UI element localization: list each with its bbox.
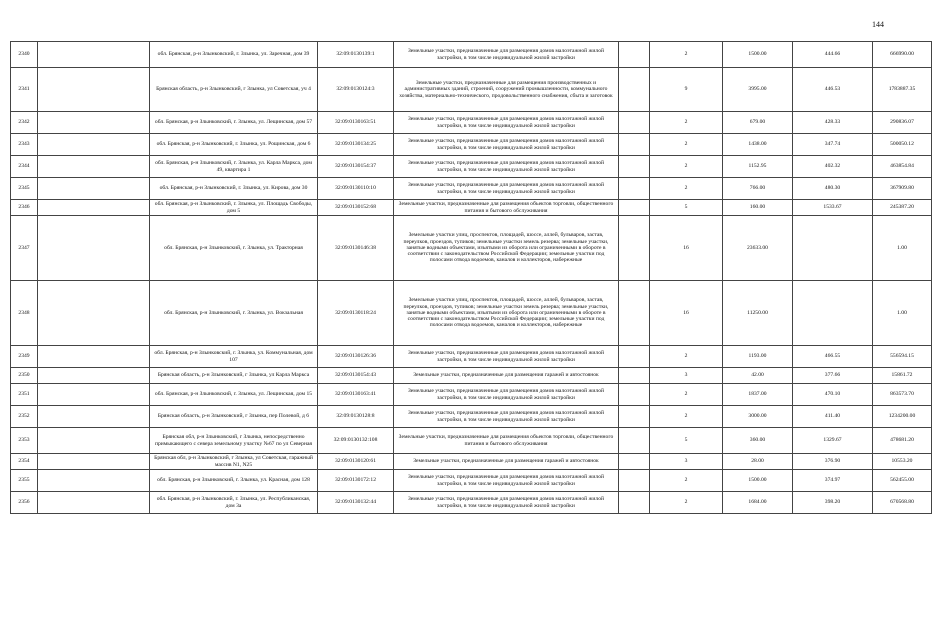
area-cell: 1500.00 [723,42,793,68]
specific-value-cell: 411.40 [793,406,873,428]
cadastral-value-cell: 666990.00 [873,42,932,68]
use-group-cell: 2 [650,112,723,134]
specific-value-cell: 1533.67 [793,200,873,216]
area-cell: 1193.00 [723,346,793,368]
table-row [11,368,932,384]
land-use-cell: Земельные участки, предназначенные для размещения объектов торговли, общественного питания и бытового обслуживания [394,428,619,454]
use-group-cell: 5 [650,200,723,216]
specific-value-cell: 347.74 [793,134,873,156]
use-group-cell: 2 [650,470,723,492]
specific-value-cell: 466.55 [793,346,873,368]
cadastral-number-cell: 32:09:0130132:108 [318,428,394,454]
address-cell: обл. Брянская, р-н Злынковский, г. Злынка, ул. Рощинская, дом 6 [150,134,318,156]
spacer-cell [38,112,150,134]
table-row [11,346,932,368]
record-number-cell: 2352 [11,406,38,428]
area-cell: 28.00 [723,454,793,470]
record-number-cell: 2351 [11,384,38,406]
cadastral-number-cell: 32:09:0130120:61 [318,454,394,470]
land-use-cell: Земельные участки, предназначенные для размещения объектов торговли, общественного питания и бытового обслуживания [394,200,619,216]
land-use-cell: Земельные участки улиц, проспектов, площадей, шоссе, аллей, бульваров, застав, переулков, проездов, тупиков; земельные участки земель резерва; земельные участки, занятые водными объектами, изъятыми из оборота или ограниченными в обороте в соответствии с законодательством Российской Федерации; земельные участки под полосами отвода водоемов, каналов и коллекторов, набережные [394,281,619,346]
specific-value-cell [793,281,873,346]
cadastral-number-cell: 32:09:0130139:1 [318,42,394,68]
cadastral-value-cell: 670568.80 [873,492,932,514]
area-cell: 1837.00 [723,384,793,406]
land-use-cell: Земельные участки, предназначенные для размещения домов малоэтажной жилой застройки, в том числе индивидуальной жилой застройки [394,384,619,406]
table-row [11,178,932,200]
use-group-cell: 9 [650,68,723,112]
spacer-cell [619,346,650,368]
address-cell: Брянская обл, р-н Злынковский, г Злынка, ул Советская, гаражный массив N1, N25 [150,454,318,470]
cadastral-value-cell: 1783887.35 [873,68,932,112]
table-row [11,216,932,281]
table-row [11,281,932,346]
record-number-cell: 2341 [11,68,38,112]
cadastral-number-cell: 32:09:0130163:51 [318,112,394,134]
cadastral-value-cell: 10553.20 [873,454,932,470]
use-group-cell: 2 [650,42,723,68]
use-group-cell: 2 [650,492,723,514]
spacer-cell [38,216,150,281]
address-cell: обл. Брянская, р-н Злынковский, г. Злынка, ул. Коммунальная, дом 107 [150,346,318,368]
cadastral-value-cell: 463854.84 [873,156,932,178]
spacer-cell [619,178,650,200]
record-number-cell: 2346 [11,200,38,216]
use-group-cell: 3 [650,368,723,384]
specific-value-cell [793,216,873,281]
area-cell: 160.00 [723,200,793,216]
use-group-cell: 2 [650,156,723,178]
spacer-cell [38,384,150,406]
use-group-cell: 2 [650,346,723,368]
spacer-cell [619,42,650,68]
record-number-cell: 2350 [11,368,38,384]
record-number-cell: 2348 [11,281,38,346]
table-row [11,112,932,134]
land-use-cell: Земельные участки, предназначенные для размещения домов малоэтажной жилой застройки, в том числе индивидуальной жилой застройки [394,346,619,368]
land-use-cell: Земельные участки, предназначенные для размещения производственных и административных зданий, строений, сооружений промышленности, коммунального хозяйства, материально-технического, продовольственного снабжения, сбыта и заготовок [394,68,619,112]
cadastral-number-cell: 32:09:0130118:24 [318,281,394,346]
record-number-cell: 2354 [11,454,38,470]
address-cell: обл. Брянская, р-н Злынковский, г. Злынка, ул. Лещинская, дом 15 [150,384,318,406]
land-use-cell: Земельные участки, предназначенные для размещения домов малоэтажной жилой застройки, в том числе индивидуальной жилой застройки [394,112,619,134]
address-cell: обл. Брянская, р-н Злынковский, г. Злынка, ул. Карла Маркса, дом 49, квартира 1 [150,156,318,178]
specific-value-cell: 376.90 [793,454,873,470]
land-use-cell: Земельные участки улиц, проспектов, площадей, шоссе, аллей, бульваров, застав, переулков, проездов, тупиков; земельные участки земель резерва; земельные участки, занятые водными объектами, изъятыми из оборота или ограниченными в обороте в соответствии с законодательством Российской Федерации; земельные участки под полосами отвода водоемов, каналов и коллекторов, набережные [394,216,619,281]
address-cell: обл. Брянская, р-н Злынковский, г. Злынка, ул. Тракторная [150,216,318,281]
spacer-cell [38,178,150,200]
table-row [11,384,932,406]
spacer-cell [38,156,150,178]
land-use-cell: Земельные участки, предназначенные для размещения домов малоэтажной жилой застройки, в том числе индивидуальной жилой застройки [394,470,619,492]
cadastral-number-cell: 32:09:0130154:37 [318,156,394,178]
cadastral-value-cell: 15861.72 [873,368,932,384]
table-row [11,406,932,428]
record-number-cell: 2349 [11,346,38,368]
cadastral-value-cell: 1234200.00 [873,406,932,428]
spacer-cell [619,492,650,514]
record-number-cell: 2355 [11,470,38,492]
specific-value-cell: 444.66 [793,42,873,68]
table-row [11,470,932,492]
spacer-cell [619,156,650,178]
land-use-cell: Земельные участки, предназначенные для размещения домов малоэтажной жилой застройки, в том числе индивидуальной жилой застройки [394,178,619,200]
cadastral-number-cell: 32:09:0130110:10 [318,178,394,200]
record-number-cell: 2342 [11,112,38,134]
spacer-cell [619,384,650,406]
cadastral-number-cell: 32:09:0130146:38 [318,216,394,281]
land-use-cell: Земельные участки, предназначенные для размещения гаражей и автостоянок [394,454,619,470]
spacer-cell [38,470,150,492]
cadastral-value-cell: 863573.70 [873,384,932,406]
cadastral-number-cell: 32:09:0130126:36 [318,346,394,368]
use-group-cell: 2 [650,178,723,200]
cadastral-number-cell: 32:09:0130132:44 [318,492,394,514]
spacer-cell [619,134,650,156]
cadastral-value-cell: 1.00 [873,281,932,346]
spacer-cell [619,68,650,112]
spacer-cell [38,428,150,454]
address-cell: Брянская область, р-н Злынковский, г Злынка, пер Полевой, д 6 [150,406,318,428]
table-row [11,492,932,514]
address-cell: Брянская область, р-н Злынковский, г Злынка, ул Советская, уч 4 [150,68,318,112]
area-cell: 766.00 [723,178,793,200]
spacer-cell [619,200,650,216]
area-cell: 1500.00 [723,470,793,492]
table-row [11,42,932,68]
specific-value-cell: 1329.67 [793,428,873,454]
address-cell: обл. Брянская, р-н Злынковский, г. Злынка, ул. Красная, дом 128 [150,470,318,492]
land-use-cell: Земельные участки, предназначенные для размещения домов малоэтажной жилой застройки, в том числе индивидуальной жилой застройки [394,406,619,428]
table-row [11,454,932,470]
address-cell: обл. Брянская, р-н Злынковский, г. Злынка, ул. Кирова, дом 30 [150,178,318,200]
area-cell: 679.00 [723,112,793,134]
cadastral-number-cell: 32:09:0130154:43 [318,368,394,384]
area-cell: 1152.95 [723,156,793,178]
cadastral-value-cell: 562455.00 [873,470,932,492]
record-number-cell: 2343 [11,134,38,156]
spacer-cell [38,406,150,428]
address-cell: Брянская обл, р-н Злынковский, г Злынка, непосредственно примыкающего с севера земельному участку №67 по ул Северная [150,428,318,454]
spacer-cell [38,134,150,156]
spacer-cell [38,346,150,368]
table-row [11,428,932,454]
record-number-cell: 2356 [11,492,38,514]
cadastral-number-cell: 32:09:0130152:68 [318,200,394,216]
table-body [11,42,932,514]
address-cell: Брянская область, р-н Злынковский, г Злынка, ул Карла Маркса [150,368,318,384]
area-cell: 1684.00 [723,492,793,514]
address-cell: обл. Брянская, р-н Злынковский, г. Злынка, ул. Заречная, дом 39 [150,42,318,68]
area-cell: 1438.00 [723,134,793,156]
address-cell: обл. Брянская, р-н Злынковский, г. Злынка, ул. Вокзальная [150,281,318,346]
cadastral-value-cell: 478681.20 [873,428,932,454]
use-group-cell: 5 [650,428,723,454]
address-cell: обл. Брянская, р-н Злынковский, г. Злынка, ул. Республиканская, дом 3а [150,492,318,514]
land-use-cell: Земельные участки, предназначенные для размещения домов малоэтажной жилой застройки, в том числе индивидуальной жилой застройки [394,156,619,178]
specific-value-cell: 398.20 [793,492,873,514]
record-number-cell: 2345 [11,178,38,200]
spacer-cell [38,454,150,470]
record-number-cell: 2340 [11,42,38,68]
area-cell: 3995.00 [723,68,793,112]
cadastral-value-table [10,41,932,514]
specific-value-cell: 402.32 [793,156,873,178]
spacer-cell [619,281,650,346]
record-number-cell: 2353 [11,428,38,454]
use-group-cell: 16 [650,216,723,281]
area-cell: 11250.00 [723,281,793,346]
specific-value-cell: 428.33 [793,112,873,134]
cadastral-number-cell: 32:09:0130163:41 [318,384,394,406]
cadastral-value-cell: 290836.07 [873,112,932,134]
specific-value-cell: 470.10 [793,384,873,406]
spacer-cell [38,281,150,346]
cadastral-value-cell: 367909.80 [873,178,932,200]
table-row [11,134,932,156]
table-row [11,200,932,216]
use-group-cell: 2 [650,384,723,406]
page-number: 144 [872,20,884,29]
cadastral-number-cell: 32:09:0130134:25 [318,134,394,156]
record-number-cell: 2344 [11,156,38,178]
use-group-cell: 2 [650,134,723,156]
land-use-cell: Земельные участки, предназначенные для размещения гаражей и автостоянок [394,368,619,384]
spacer-cell [619,406,650,428]
table-row [11,68,932,112]
use-group-cell: 2 [650,406,723,428]
land-use-cell: Земельные участки, предназначенные для размещения домов малоэтажной жилой застройки, в том числе индивидуальной жилой застройки [394,492,619,514]
cadastral-value-cell: 245387.20 [873,200,932,216]
spacer-cell [38,42,150,68]
cadastral-number-cell: 32:09:0130124:3 [318,68,394,112]
spacer-cell [619,368,650,384]
specific-value-cell: 446.53 [793,68,873,112]
spacer-cell [619,112,650,134]
cadastral-number-cell: 32:09:0130128:8 [318,406,394,428]
spacer-cell [619,470,650,492]
spacer-cell [38,368,150,384]
area-cell: 42.00 [723,368,793,384]
land-use-cell: Земельные участки, предназначенные для размещения домов малоэтажной жилой застройки, в том числе индивидуальной жилой застройки [394,42,619,68]
specific-value-cell: 480.30 [793,178,873,200]
spacer-cell [619,428,650,454]
spacer-cell [619,454,650,470]
table-row [11,156,932,178]
record-number-cell: 2347 [11,216,38,281]
cadastral-value-cell: 500050.12 [873,134,932,156]
cadastral-number-cell: 32:09:0130172:12 [318,470,394,492]
address-cell: обл. Брянская, р-н Злынковский, г. Злынка, ул. Лещинская, дом 57 [150,112,318,134]
address-cell: обл. Брянская, р-н Злынковский, г. Злынка, ул. Площадь Свободы, дом 5 [150,200,318,216]
specific-value-cell: 374.97 [793,470,873,492]
cadastral-value-cell: 556594.15 [873,346,932,368]
cadastral-value-cell: 1.00 [873,216,932,281]
area-cell: 360.00 [723,428,793,454]
use-group-cell: 16 [650,281,723,346]
specific-value-cell: 377.66 [793,368,873,384]
land-use-cell: Земельные участки, предназначенные для размещения домов малоэтажной жилой застройки, в том числе индивидуальной жилой застройки [394,134,619,156]
spacer-cell [38,68,150,112]
area-cell: 3000.00 [723,406,793,428]
spacer-cell [619,216,650,281]
spacer-cell [38,200,150,216]
use-group-cell: 3 [650,454,723,470]
area-cell: 23633.00 [723,216,793,281]
spacer-cell [38,492,150,514]
